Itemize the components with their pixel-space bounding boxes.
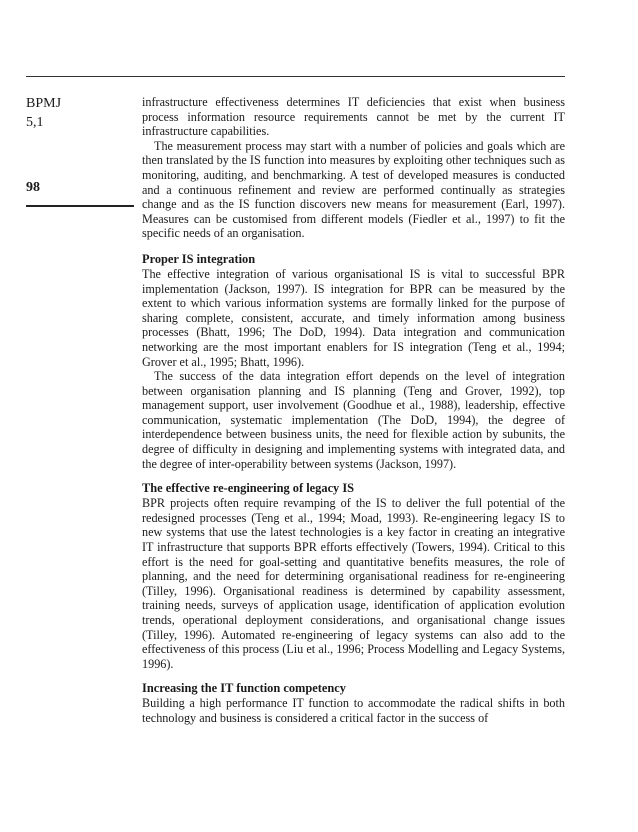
body-text <box>142 95 565 726</box>
margin-column <box>26 94 136 132</box>
page-number: 98 <box>26 180 40 195</box>
top-rule <box>26 76 565 77</box>
paragraph: Building a high performance IT function to accommodate the radical shifts in both technology and business is considered a critical factor in the success of <box>142 696 565 725</box>
paragraph: The effective integration of various organisational IS is vital to successful BPR implementation (Jackson, 1997). IS integration for BPR can be measured by the extent to which various information systems are formally linked for the purpose of sharing complete, consistent, accurate, and timely information among business processes (Bhatt, 1996; The DoD, 1994). Data integration and communication networking are the most important enablers for IS integration (Teng et al., 1994; Grover et al., 1995; Bhatt, 1996). <box>142 266 565 369</box>
paragraph: The measurement process may start with a number of policies and goals which are then translated by the IS function into measures by exploiting other techniques such as monitoring, auditing, and benchmarking. A test of developed measures is conducted and a continuous refinement and review are performed continually as strategies change and as the IS function discovers new means for measurement (Earl, 1997). Measures can be customised from different models (Fiedler et al., 1997) to fit the specific needs of an organisation. <box>142 138 565 241</box>
paragraph: The success of the data integration effort depends on the level of integration between organisation planning and IS planning (Teng and Grover, 1992), top management support, user involvement (Goodhue et al., 1988), leadership, effective communication, systematic implementation (The DoD, 1994), the degree of interdependence between business units, the need for flexible action by subunits, the degree of difficulty in designing and implementing systems with integrated data, and the degree of inter-operability between systems (Jackson, 1997). <box>142 369 565 471</box>
volume-issue: 5,1 <box>26 115 44 130</box>
margin-rule <box>26 205 134 207</box>
paragraph: BPR projects often require revamping of the IS to deliver the full potential of the redesigned processes (Teng et al., 1994; Moad, 1993). Re-engineering legacy IS to new systems that use the latest technologies is a key factor in creating an integrative IT infrastructure that supports BPR efforts effectively (Towers, 1994). Critical to this effort is the need for goal-setting and quantitative benefits measures, the role of planning, and the need for determining organisational readiness for re-engineering (Tilley, 1996). Organisational readiness is determined by capability assessment, training needs, surveys of application usage, identification of application evolution trends, operational deployment considerations, and organisational change issues (Tilley, 1996). Automated re-engineering of legacy systems can also add to the effectiveness of this process (Liu et al., 1996; Process Modelling and Legacy Systems, 1996). <box>142 496 565 671</box>
section-heading: Proper IS integration <box>142 251 256 266</box>
journal-abbrev: BPMJ <box>26 96 62 111</box>
paragraph: infrastructure effectiveness determines IT deficiencies that exist when business process information resource requirements cannot be met by the current IT infrastructure capabilities. <box>142 95 565 139</box>
section-heading: The effective re-engineering of legacy IS <box>142 481 355 496</box>
section-heading: Increasing the IT function competency <box>142 681 346 696</box>
